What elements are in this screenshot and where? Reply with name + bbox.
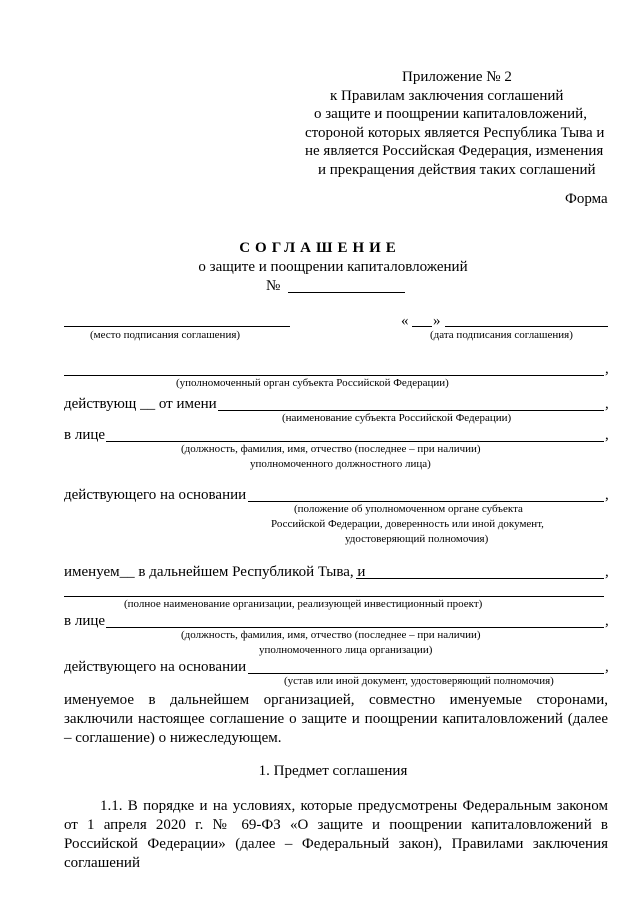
organization-person-caption-1: (должность, фамилия, имя, отчество (последнее – при наличии) xyxy=(181,629,481,641)
number-prefix: № xyxy=(266,278,281,294)
subject-name-field[interactable] xyxy=(218,410,604,411)
appendix-line-5: не является Российская Федерация, изменения xyxy=(305,143,604,159)
basis-caption-2: (устав или иной документ, удостоверяющий полномочия) xyxy=(284,675,554,687)
form-label: Форма xyxy=(565,191,608,207)
date-quote-close: » xyxy=(433,313,441,329)
document-subtitle: о защите и поощрении капиталовложений xyxy=(198,259,468,275)
basis-label-1: действующего на основании xyxy=(64,487,247,503)
basis-field-2[interactable] xyxy=(248,673,604,674)
basis-field-1[interactable] xyxy=(248,501,604,502)
comma-3: , xyxy=(605,427,609,443)
basis-caption-1c: удостоверяющий полномочия) xyxy=(345,533,489,545)
date-day-field[interactable] xyxy=(412,326,432,327)
basis-label-2: действующего на основании xyxy=(64,659,247,675)
organization-name-caption: (полное наименование организации, реализующей инвестиционный проект) xyxy=(124,598,483,610)
official-person-field[interactable] xyxy=(106,441,604,442)
appendix-line-2: к Правилам заключения соглашений xyxy=(330,88,564,104)
comma-7: , xyxy=(605,659,609,675)
comma-4: , xyxy=(605,487,609,503)
subject-name-caption: (наименование субъекта Российской Федерации) xyxy=(282,412,512,424)
conclusion-paragraph: именуемое в дальнейшем организацией, совместно именуемые сторонами, заключили настоящее соглашение о защите и поощрении капиталовложений (далее – соглашение) о нижеследующем. xyxy=(64,692,608,746)
person-label-1: в лице xyxy=(64,427,106,443)
comma-6: , xyxy=(605,613,609,629)
place-caption: (место подписания соглашения) xyxy=(90,329,241,341)
section-1-paragraph: 1.1. В порядке и на условиях, которые предусмотрены Федеральным законом от 1 апреля 2020 г. № 69-ФЗ «О защите и поощрении капиталовложений в Российской Федерации» (далее – Федеральный закон), Правилами заключения соглашений xyxy=(64,798,608,871)
place-field[interactable] xyxy=(64,326,290,327)
section-1-heading: 1. Предмет соглашения xyxy=(258,763,408,779)
acting-on-behalf-label: действующ __ от имени xyxy=(64,396,217,412)
date-quote-open: « xyxy=(401,313,409,329)
appendix-line-4: стороной которых является Республика Тыва и xyxy=(305,125,605,141)
named-tyva-label: именуем__ в дальнейшем Республикой Тыва, и xyxy=(64,564,366,580)
date-field[interactable] xyxy=(445,326,608,327)
authorized-organ-field[interactable] xyxy=(64,375,604,376)
counterparty-field[interactable] xyxy=(356,578,604,579)
basis-caption-1a: (положение об уполномоченном органе субъекта xyxy=(294,503,523,515)
appendix-line-1: Приложение № 2 xyxy=(402,69,512,85)
appendix-line-3: о защите и поощрении капиталовложений, xyxy=(314,106,587,122)
authorized-organ-caption: (уполномоченный орган субъекта Российской Федерации) xyxy=(176,377,449,389)
comma-5: , xyxy=(605,564,609,580)
number-field[interactable] xyxy=(288,292,405,293)
official-person-caption-1: (должность, фамилия, имя, отчество (последнее – при наличии) xyxy=(181,443,481,455)
appendix-line-6: и прекращения действия таких соглашений xyxy=(318,162,596,178)
comma-1: , xyxy=(605,361,609,377)
organization-person-field[interactable] xyxy=(106,627,604,628)
document-title: СОГЛАШЕНИЕ xyxy=(239,240,401,256)
official-person-caption-2: уполномоченного должностного лица) xyxy=(250,458,431,470)
person-label-2: в лице xyxy=(64,613,106,629)
comma-2: , xyxy=(605,396,609,412)
organization-name-field[interactable] xyxy=(64,596,604,597)
organization-person-caption-2: уполномоченного лица организации) xyxy=(259,644,433,656)
date-caption: (дата подписания соглашения) xyxy=(430,329,573,341)
basis-caption-1b: Российской Федерации, доверенность или иной документ, xyxy=(271,518,544,530)
